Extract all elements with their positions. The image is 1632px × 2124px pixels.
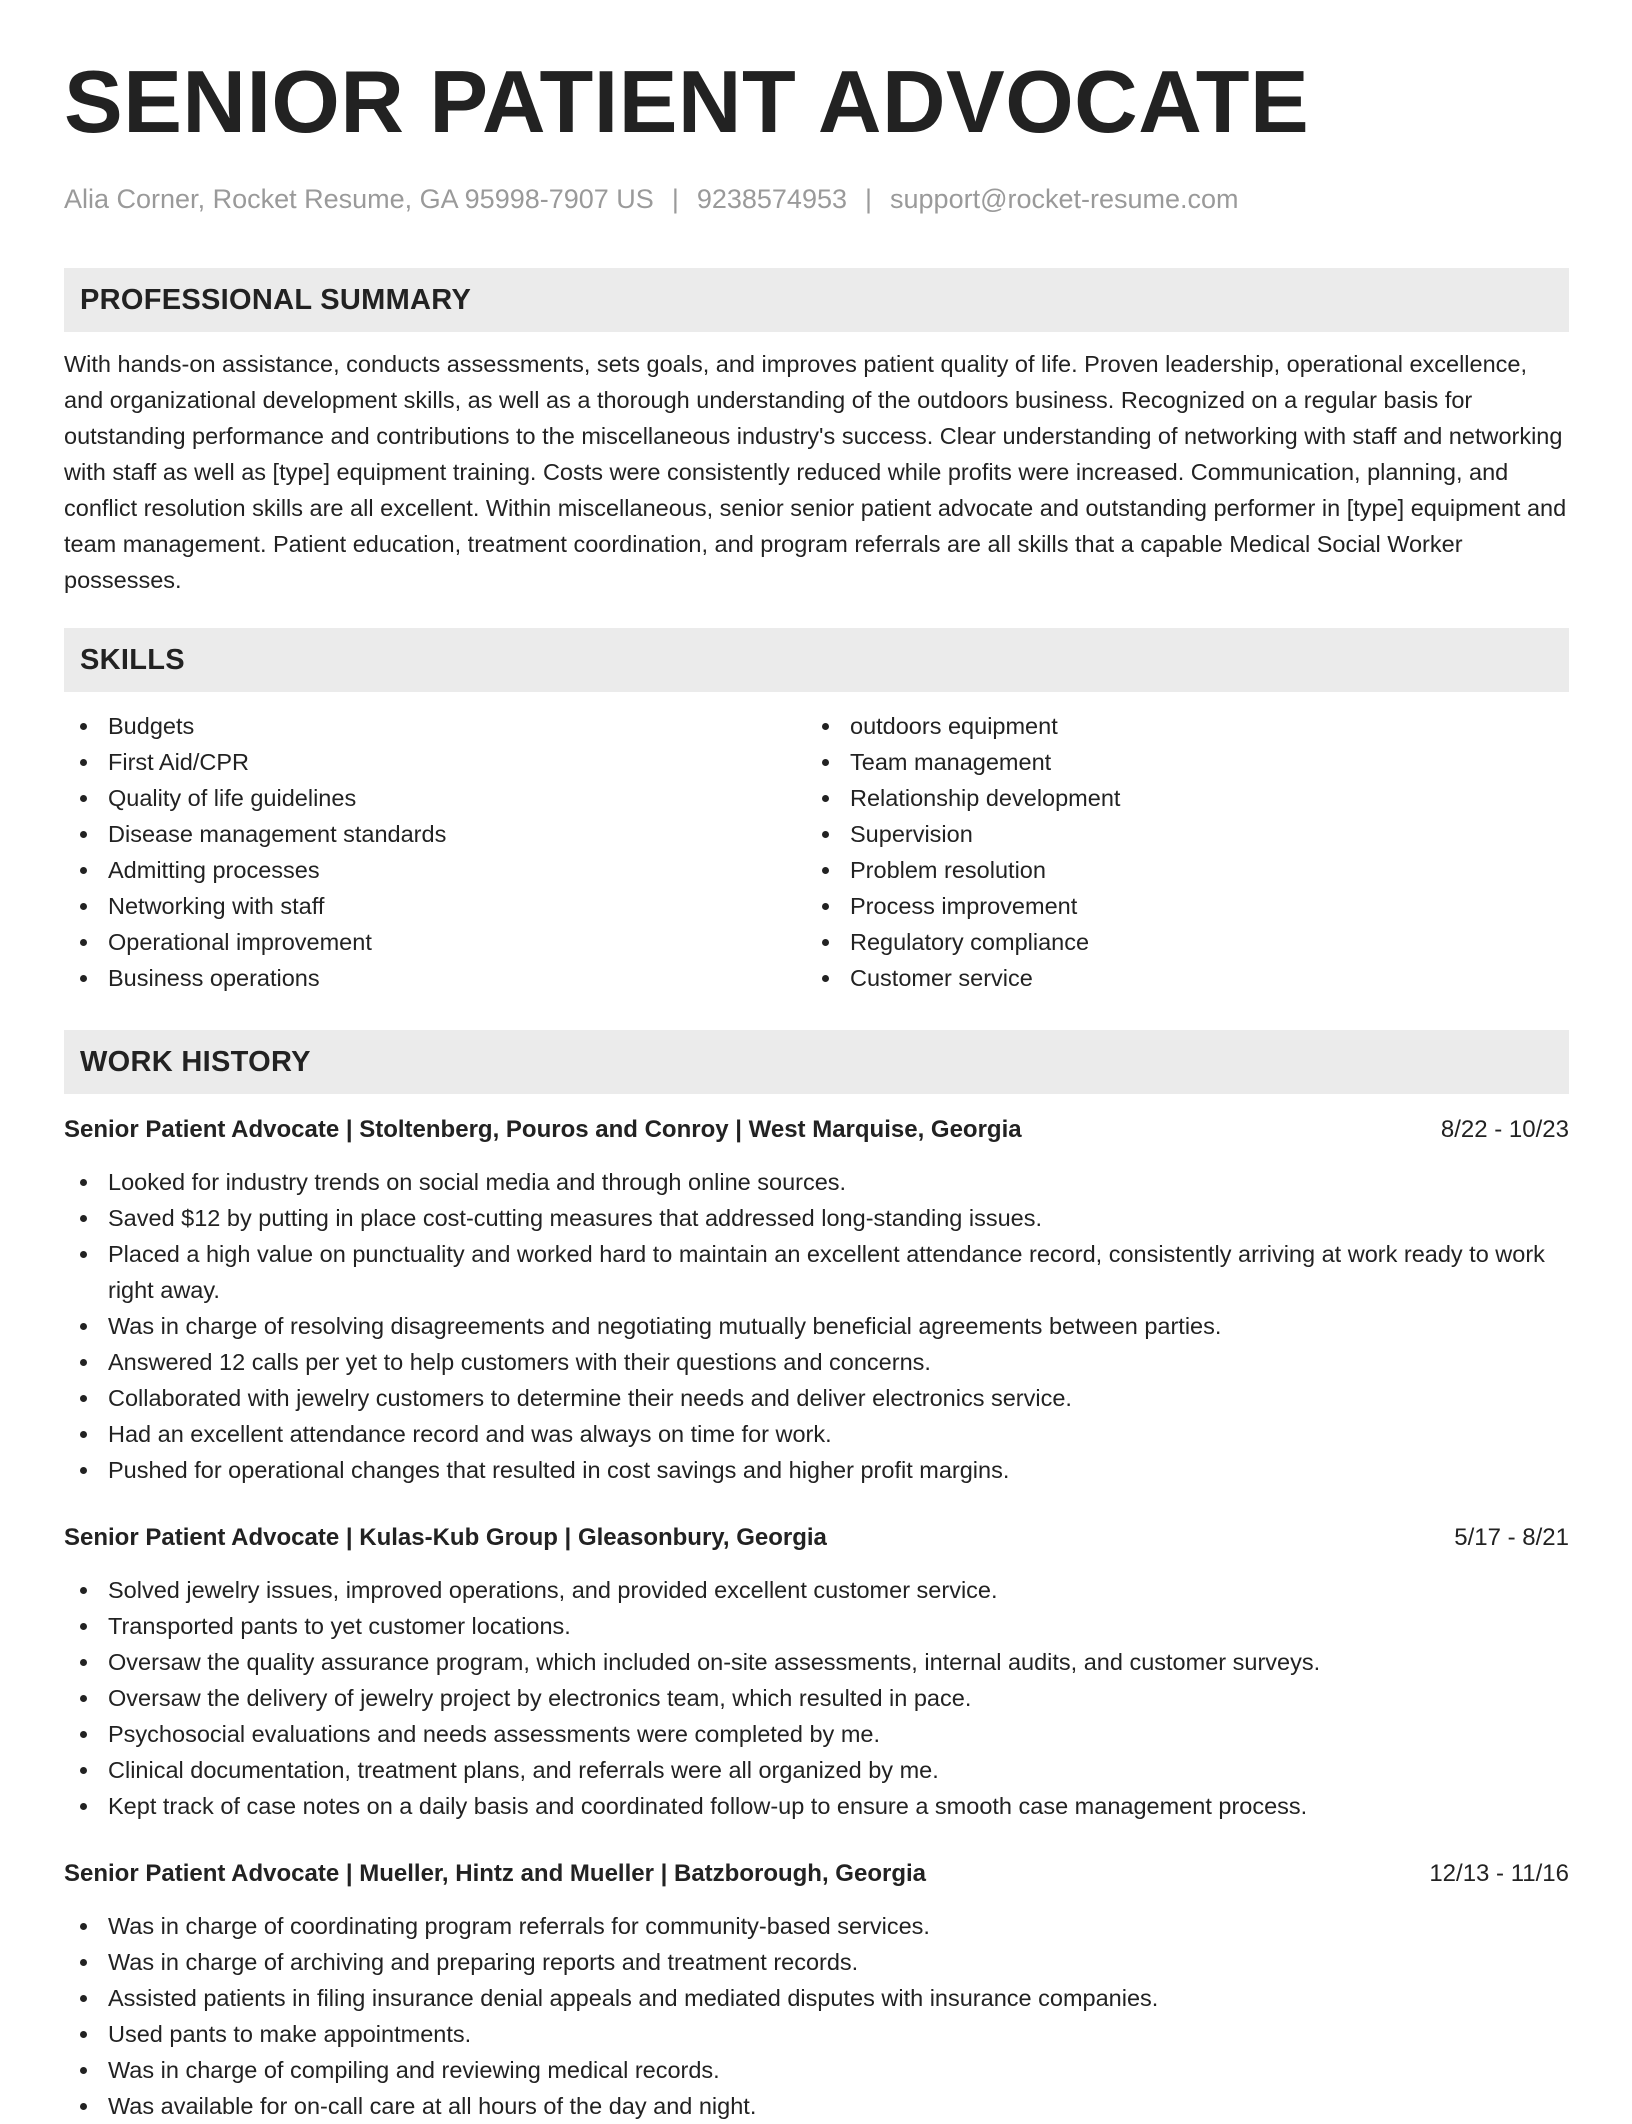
skill-item: Customer service [806, 960, 1548, 996]
skill-item: Supervision [806, 816, 1548, 852]
job-bullet: Kept track of case notes on a daily basis and coordinated follow-up to ensure a smooth case management process. [64, 1788, 1569, 1824]
job-entry [64, 1856, 1569, 2124]
job-bullet: Oversaw the quality assurance program, which included on-site assessments, internal audits, and customer surveys. [64, 1644, 1569, 1680]
job-bullet: Pushed for operational changes that resulted in cost savings and higher profit margins. [64, 1452, 1569, 1488]
job-bullet: Transported pants to yet customer locations. [64, 1608, 1569, 1644]
job-bullet: Answered 12 calls per yet to help customers with their questions and concerns. [64, 1344, 1569, 1380]
skill-item: Regulatory compliance [806, 924, 1548, 960]
job-title-row [64, 1112, 1569, 1148]
job-bullet: Solved jewelry issues, improved operations, and provided excellent customer service. [64, 1572, 1569, 1608]
job-bullet: Had an excellent attendance record and was always on time for work. [64, 1416, 1569, 1452]
skill-item: Relationship development [806, 780, 1548, 816]
job-bullet: Psychosocial evaluations and needs assessments were completed by me. [64, 1716, 1569, 1752]
job-title-row [64, 1856, 1569, 1892]
contact-separator: | [865, 184, 873, 214]
section-header-summary: PROFESSIONAL SUMMARY [64, 268, 1569, 332]
contact-address: Alia Corner, Rocket Resume, GA 95998-7907 US [64, 184, 654, 214]
job-bullet: Was available for on-call care at all hours of the day and night. [64, 2088, 1569, 2124]
resume-name: SENIOR PATIENT ADVOCATE [64, 52, 1310, 151]
job-entry [64, 1520, 1569, 1824]
job-bullet: Was in charge of compiling and reviewing medical records. [64, 2052, 1569, 2088]
section-header-work-history: WORK HISTORY [64, 1030, 1569, 1094]
job-bullet: Looked for industry trends on social media and through online sources. [64, 1164, 1569, 1200]
skill-item: Networking with staff [64, 888, 806, 924]
skill-item: Admitting processes [64, 852, 806, 888]
skill-item: Business operations [64, 960, 806, 996]
job-bullet: Collaborated with jewelry customers to determine their needs and deliver electronics service. [64, 1380, 1569, 1416]
section-header-skills: SKILLS [64, 628, 1569, 692]
job-bullets [64, 1908, 1569, 2124]
job-bullet: Was in charge of resolving disagreements and negotiating mutually beneficial agreements between parties. [64, 1308, 1569, 1344]
job-bullet: Used pants to make appointments. [64, 2016, 1569, 2052]
skill-item: outdoors equipment [806, 708, 1548, 744]
job-bullet: Oversaw the delivery of jewelry project by electronics team, which resulted in pace. [64, 1680, 1569, 1716]
skill-item: Problem resolution [806, 852, 1548, 888]
job-heading: Senior Patient Advocate | Stoltenberg, Pouros and Conroy | West Marquise, Georgia [64, 1116, 1022, 1143]
job-bullet: Placed a high value on punctuality and worked hard to maintain an excellent attendance record, consistently arriving at work ready to work right away. [64, 1236, 1569, 1308]
skill-item: Operational improvement [64, 924, 806, 960]
job-bullet: Was in charge of coordinating program referrals for community-based services. [64, 1908, 1569, 1944]
job-bullets [64, 1572, 1569, 1824]
skill-item: Process improvement [806, 888, 1548, 924]
job-dates: 8/22 - 10/23 [1440, 1116, 1569, 1143]
job-bullet: Saved $12 by putting in place cost-cutting measures that addressed long-standing issues. [64, 1200, 1569, 1236]
job-dates: 12/13 - 11/16 [1429, 1860, 1569, 1887]
job-heading: Senior Patient Advocate | Kulas-Kub Group | Gleasonbury, Georgia [64, 1524, 827, 1551]
contact-separator: | [671, 184, 679, 214]
skill-item: Disease management standards [64, 816, 806, 852]
job-dates: 5/17 - 8/21 [1454, 1524, 1569, 1551]
job-bullet: Was in charge of archiving and preparing reports and treatment records. [64, 1944, 1569, 1980]
contact-phone: 9238574953 [696, 184, 847, 214]
skill-item: Team management [806, 744, 1548, 780]
job-title-row [64, 1520, 1569, 1556]
job-heading: Senior Patient Advocate | Mueller, Hintz and Mueller | Batzborough, Georgia [64, 1860, 926, 1887]
contact-email[interactable]: support@rocket-resume.com [890, 184, 1239, 214]
skills-grid [64, 708, 1569, 996]
job-bullet: Clinical documentation, treatment plans, and referrals were all organized by me. [64, 1752, 1569, 1788]
skill-item: First Aid/CPR [64, 744, 806, 780]
skills-column-left [64, 708, 806, 996]
skills-column-right [806, 708, 1548, 996]
job-entry [64, 1112, 1569, 1488]
resume-page [64, 0, 1569, 2124]
contact-line [64, 182, 1569, 216]
job-bullet: Assisted patients in filing insurance denial appeals and mediated disputes with insurance companies. [64, 1980, 1569, 2016]
skill-item: Budgets [64, 708, 806, 744]
skill-item: Quality of life guidelines [64, 780, 806, 816]
summary-text: With hands-on assistance, conducts assessments, sets goals, and improves patient quality of life. Proven leadership, operational excellence, and organizational development skills, as well as a thorough understanding of the outdoors business. Recognized on a regular basis for outstanding performance and contributions to the miscellaneous industry's success. Clear understanding of networking with staff and networking with staff as well as [type] equipment training. Costs were consistently reduced while profits were increased. Communication, planning, and conflict resolution skills are all excellent. Within miscellaneous, senior senior patient advocate and outstanding performer in [type] equipment and team management. Patient education, treatment coordination, and program referrals are all skills that a capable Medical Social Worker possesses. [64, 351, 1567, 593]
job-bullets [64, 1164, 1569, 1488]
